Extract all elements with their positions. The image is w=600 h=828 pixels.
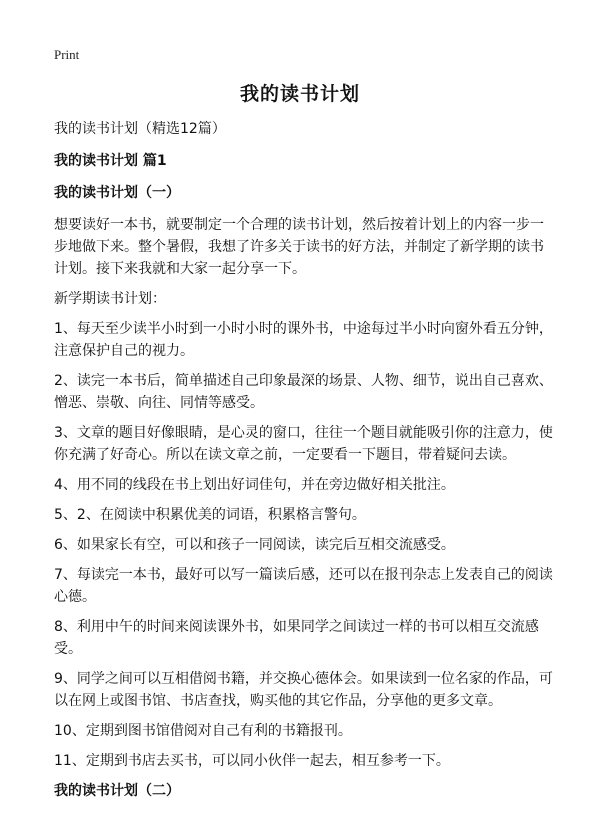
part1-heading: 我的读书计划（一） <box>54 185 180 201</box>
plan-item: 6、如果家长有空，可以和孩子一同阅读，读完后互相交流感受。 <box>54 537 455 553</box>
plan-item: 4、用不同的线段在书上划出好词佳句，并在旁边做好相关批注。 <box>54 477 455 493</box>
plan-item: 1、每天至少读半小时到一小时小时的课外书，中途每过半小时向窗外看五分钟，注意保护自己的视力。 <box>54 321 553 359</box>
plan-label: 新学期读书计划： <box>54 291 166 307</box>
plan-item: 5、2、在阅读中积累优美的词语，积累格言警句。 <box>54 507 366 523</box>
plan-item: 9、同学之间可以互相借阅书籍，并交换心德体会。如果读到一位名家的作品，可以在网上或图书馆、书店查找，购买他的其它作品，分享他的更多文章。 <box>54 671 553 709</box>
plan-item: 11、定期到书店去买书，可以同小伙伴一起去，相互参考一下。 <box>54 753 450 769</box>
page-title: 我的读书计划 <box>239 83 360 105</box>
plan-item: 2、读完一本书后，简单描述自己印象最深的场景、人物、细节，说出自己喜欢、憎恶、崇敬、向往、同情等感受。 <box>54 373 553 411</box>
document-body <box>54 118 554 812</box>
section-heading: 我的读书计划 篇1 <box>54 153 167 169</box>
print-link[interactable]: Print <box>54 47 80 62</box>
plan-item: 7、每读完一本书，最好可以写一篇读后感，还可以在报刊杂志上发表自己的阅读心德。 <box>54 567 553 605</box>
intro-paragraph: 想要读好一本书，就要制定一个合理的读书计划，然后按着计划上的内容一步一步地做下来。整个暑假，我想了许多关于读书的好方法，并制定了新学期的读书计划。接下来我就和大家一起分享一下。 <box>54 217 544 277</box>
plan-item: 8、利用中午的时间来阅读课外书，如果同学之间读过一样的书可以相互交流感受。 <box>54 619 539 657</box>
document-subtitle: 我的读书计划（精选12篇） <box>54 121 226 137</box>
part2-heading: 我的读书计划（二） <box>54 783 180 799</box>
plan-item: 3、文章的题目好像眼睛，是心灵的窗口，往往一个题目就能吸引你的注意力，使你充满了好奇心。所以在读文章之前，一定要看一下题目，带着疑问去读。 <box>54 425 553 463</box>
plan-item: 10、定期到图书馆借阅对自己有利的书籍报刊。 <box>54 723 352 739</box>
